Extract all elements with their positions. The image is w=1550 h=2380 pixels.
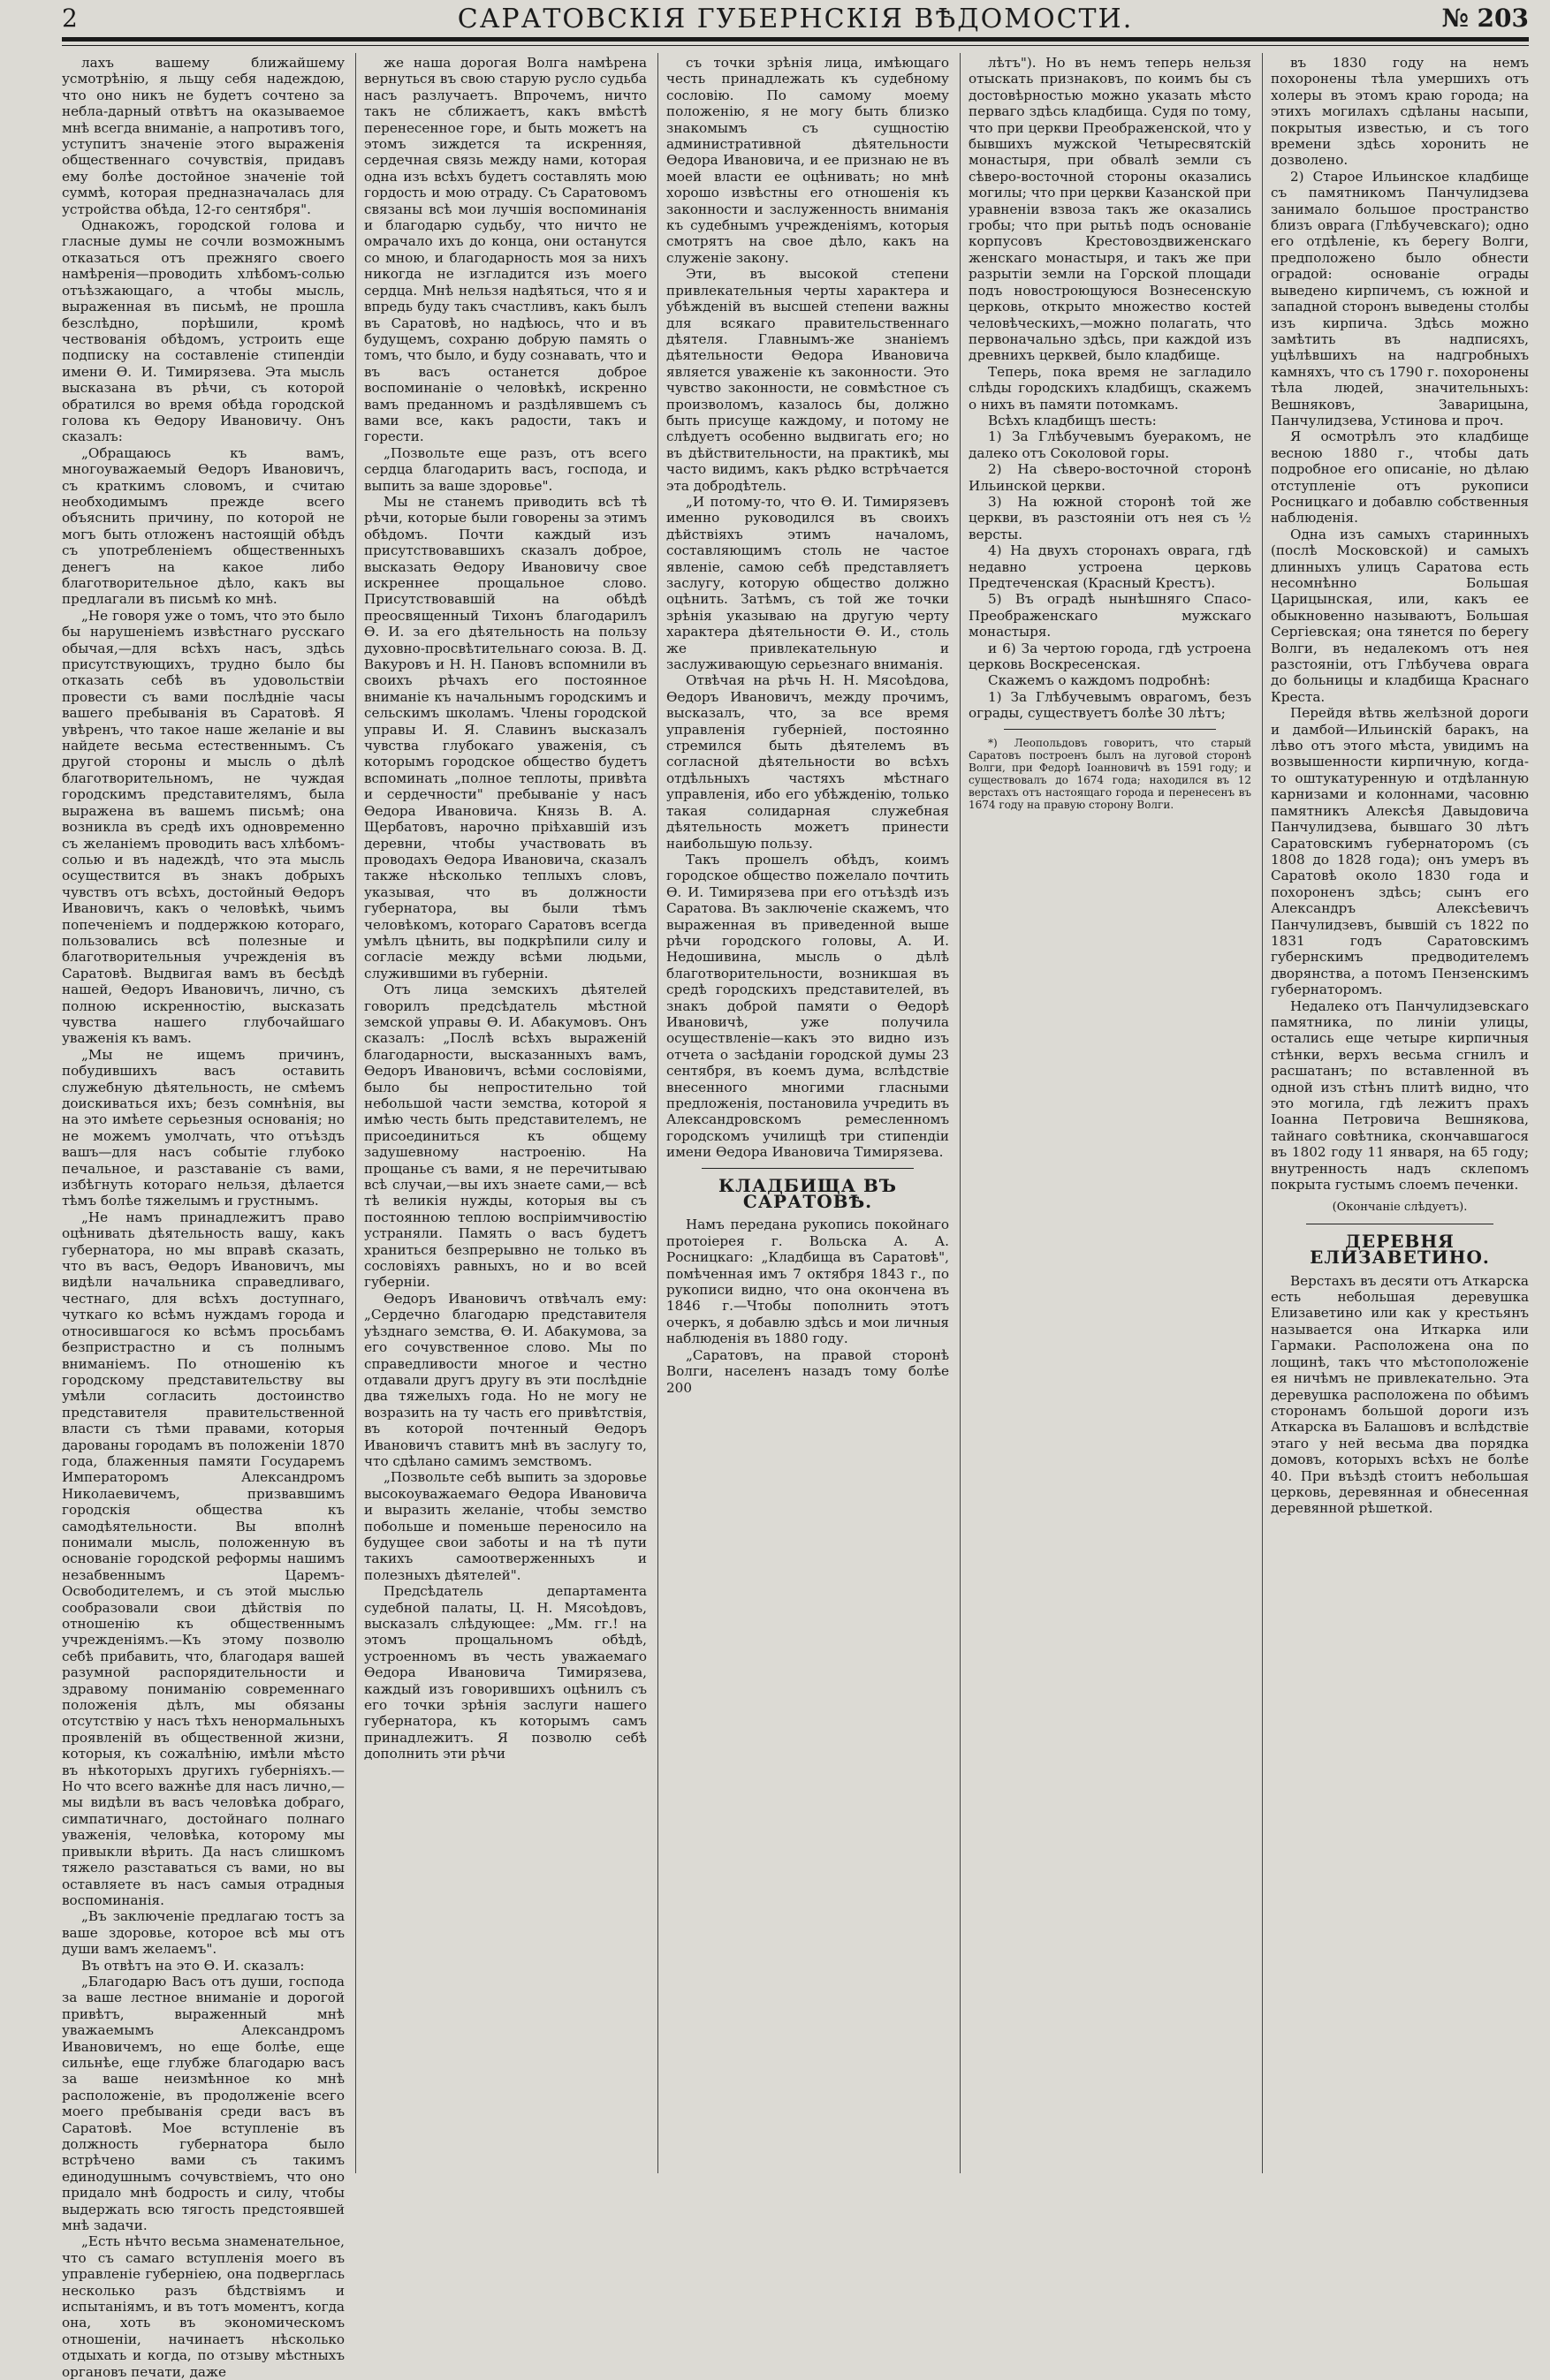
column-divider — [355, 53, 356, 2173]
newspaper-title: САРАТОВСКІЯ ГУБЕРНСКІЯ ВѢДОМОСТИ. — [457, 4, 1134, 34]
paragraph: Скажемъ о каждомъ подробнѣ: — [988, 672, 1211, 689]
paragraph: Перейдя вѣтвь желѣзной дороги и дамбой—Ильинскій баракъ, на лѣво отъ этого мѣста, увидимъ на возвышенности кирпичную, когда-то оштукатуренную и отдѣланную карнизами и колоннами, часовню памятникъ Алексѣя Давыдовича Панчулидзева, бывшаго 30 лѣтъ Саратовскимъ губернаторомъ (съ 1808 до 1828 года); онъ умеръ въ Саратовѣ около 1830 года и похороненъ здѣсь; сынъ его Александръ Алексѣевичъ Панчулидзевъ, бывшій съ 1822 по 1831 годъ Саратовскимъ губернскимъ предводителемъ дворянства, а потомъ Пензенскимъ губернаторомъ. — [1271, 705, 1529, 998]
column-divider — [1262, 53, 1263, 2173]
column-1 — [62, 55, 345, 2380]
paragraph: Эти, въ высокой степени привлекательныя черты характера и убѣжденій въ высшей степени важны для всякаго правительственнаго дѣятеля. Главнымъ-же знаніемъ дѣятельности Ѳедора Ивановича является уваженіе къ законности. Это чувство законности, не совмѣстное съ произволомъ, казалось бы, должно быть присуще каждому, и потому не слѣдуетъ особенно выдвигать его; но въ дѣйствительности, на практикѣ, мы часто видимъ, какъ рѣдко встрѣчается эта добродѣтель. — [666, 266, 949, 494]
paragraph: 5) Въ оградѣ нынѣшняго Спасо-Преображенскаго мужскаго монастыря. — [969, 591, 1251, 640]
paragraph: „Саратовъ, на правой сторонѣ Волги, населенъ назадъ тому болѣе 200 — [666, 1346, 949, 1396]
paragraph: Верстахъ въ десяти отъ Аткарска есть небольшая деревушка Елизаветино или как у крестьянъ называется она Иткарка или Гармаки. Расположена она по лощинѣ, такъ что мѣстоположеніе ея ничѣмъ не привлекательно. Эта деревушка расположена по обѣимъ сторонамъ большой дороги изъ Аткарска въ Балашовъ и вслѣдствіе этаго у ней весьма два порядка домовъ, которыхъ всѣхъ не болѣе 40. При въѣздѣ стоитъ небольшая церковь, деревянная и обнесенная деревянной рѣшеткой. — [1271, 1272, 1529, 1517]
paragraph: Я осмотрѣлъ это кладбище весною 1880 г., чтобы дать подробное его описаніе, но дѣлаю отступленіе отъ рукописи Росницкаго и добавлю собственныя наблюденія. — [1271, 428, 1529, 527]
paragraph: *) Леопольдовъ говоритъ, что старый Саратовъ построенъ былъ на луговой сторонѣ Волги, при Федорѣ Іоанновичѣ въ 1591 году; и существовалъ до 1674 года; находился въ 12 верстахъ отъ настоящаго города и перенесенъ въ 1674 году на правую сторону Волги. — [969, 736, 1251, 811]
column-divider — [960, 53, 961, 2173]
paragraph: „Благодарю Васъ отъ души, господа за ваше лестное вниманіе и дорогой привѣтъ, выраженный мнѣ уважаемымъ Александромъ Ивановичемъ, но еще болѣе, еще сильнѣе, еще глубже благодарю васъ за ваше неизмѣнное ко мнѣ расположеніе, въ продолженіе всего моего пребыванія среди васъ въ Саратовѣ. Мое вступленіе въ должность губернатора было встрѣчено вами съ такимъ единодушнымъ сочувствіемъ, что оно придало мнѣ бодрость и силу, чтобы выдержать всю тягость предстоявшей мнѣ задачи. — [62, 1973, 345, 2234]
paragraph: Мы не станемъ приводить всѣ тѣ рѣчи, которые были говорены за этимъ обѣдомъ. Почти каждый изъ присутствовавшихъ сказалъ доброе, высказать Ѳедору Ивановичу свое искреннее прощальное слово. Присутствовавшій на обѣдѣ преосвященный Тихонъ благодарилъ Ѳ. И. за его дѣятельность на пользу духовно-просвѣтительнаго союза. В. Д. Вакуровъ и Н. Н. Пановъ вспомнили въ своихъ рѣчахъ его постоянное вниманіе къ начальнымъ городскимъ и сельскимъ школамъ. Члены городской управы И. Я. Славинъ высказалъ чувства глубокаго уваженія, съ которымъ городское общество будетъ вспоминать „полное теплоты, привѣта и сердечности" пребываніе у насъ Ѳедора Ивановича. Князь В. А. Щербатовъ, нарочно пріѣхавшій изъ деревни, чтобы участвовать въ проводахъ Ѳедора Ивановича, сказалъ также нѣсколько теплыхъ словъ, указывая, что въ должности губернатора, вы были тѣмъ человѣкомъ, котораго Саратовъ всегда умѣлъ цѣнить, вы подкрѣпили силу и согласіе между всѣми людьми, служившими въ губерніи. — [364, 493, 647, 982]
section-rule — [702, 1168, 914, 1169]
paragraph: „Мы не ищемъ причинъ, побудившихъ васъ оставить служебную дѣятельность, не смѣемъ доискиваться ихъ; безъ сомнѣнія, вы на это имѣете серьезныя основанія; но не можемъ умолчать, что отъѣздъ вашъ—для насъ событіе глубоко печальное, и разставаніе съ вами, избѣгнуть котораго нельзя, дѣлается тѣмъ болѣе тяжелымъ и грустнымъ. — [62, 1046, 345, 1209]
paragraph: Такъ прошелъ обѣдъ, коимъ городское общество пожелало почтить Ѳ. И. Тимирязева при его отъѣздѣ изъ Саратова. Въ заключеніе скажемъ, что выраженная въ приведенной выше рѣчи городского головы, А. И. Недошивина, мысль о дѣлѣ благотворительности, возникшая въ средѣ городскихъ представителей, въ знакъ доброй памяти о Ѳедорѣ Ивановичѣ, уже получила осуществленіе—какъ это видно изъ отчета о засѣданіи городской думы 23 сентября, въ коемъ дума, вслѣдствіе внесенного многими гласными предложенія, постановила учредить въ Александровскомъ ремесленномъ городскомъ училищѣ три стипендіи имени Ѳедора Ивановича Тимирязева. — [666, 851, 949, 1161]
paragraph: Отвѣчая на рѣчь Н. Н. Мясоѣдова, Ѳедоръ Ивановичъ, между прочимъ, высказалъ, что, за все время управленія губерніей, постоянно стремился быть дѣятелемъ въ согласной дѣятельности во всѣхъ отдѣльныхъ частяхъ мѣстнаго управленія, ибо его убѣжденію, только такая солидарная служебная дѣятельность можетъ принести наибольшую пользу. — [666, 672, 949, 852]
paragraph: Всѣхъ кладбищъ шесть: — [988, 412, 1157, 428]
paragraph: 2) На сѣверо-восточной сторонѣ Ильинской церкви. — [969, 461, 1251, 494]
section-heading: ДЕРЕВНЯ ЕЛИЗАВЕТИНО. — [1310, 1230, 1490, 1269]
paragraph: 1) За Глѣбучевымъ оврагомъ, безъ ограды, существуетъ болѣе 30 лѣтъ; — [969, 688, 1251, 722]
paragraph: 3) На южной сторонѣ той же церкви, въ разстояніи отъ нея съ ½ версты. — [969, 493, 1251, 542]
paragraph: „Обращаюсь къ вамъ, многоуважаемый Ѳедоръ Ивановичъ, съ краткимъ словомъ, и считаю необходимымъ прежде всего объяснить причину, по которой не могъ быть отложенъ настоящій обѣдъ съ употребленіемъ общественныхъ денегъ на какое либо благотворительное дѣло, какъ вы предлагали въ письмѣ ко мнѣ. — [62, 444, 345, 608]
paragraph: лахъ вашему ближайшему усмотрѣнію, я льщу себя надеждою, что оно никъ не будетъ сочтено за небла-дарный отвѣтъ на оказываемое мнѣ всегда вниманіе, а напротивъ того, уступитъ значеніе этого выраженія общественнаго сочувствія, придавъ ему болѣе достойное значеніе той суммѣ, которая предназначалась для устройства обѣда, 12-го сентября". — [62, 55, 345, 217]
paragraph: „Въ заключеніе предлагаю тостъ за ваше здоровье, которое всѣ мы отъ души вамъ желаемъ". — [62, 1908, 345, 1958]
paragraph: 2) Старое Ильинское кладбище съ памятникомъ Панчулидзева занимало большое пространство близъ оврага (Глѣбучевскаго); одно его отдѣленіе, къ берегу Волги, предположено было обнести оградой: основаніе ограды выведено кирпичемъ, съ южной и западной сторонъ выведены столбы изъ кирпича. Здѣсь можно замѣтить въ надписяхъ, уцѣлѣвшихъ на надгробныхъ камняхъ, что съ 1790 г. похоронены тѣла людей, значительныхъ: Вешняковъ, Заварицына, Панчулидзева, Устинова и проч. — [1271, 168, 1529, 428]
paragraph: „Позвольте еще разъ, отъ всего сердца благодарить васъ, господа, и выпить за ваше здоровье". — [364, 444, 647, 494]
paragraph: Однакожъ, городской голова и гласные думы не сочли возможнымъ отказаться отъ прежняго своего намѣренія—проводить хлѣбомъ-солью отъѣзжающаго, а чтобы мысль, выраженная въ письмѣ, не прошла безслѣдно, порѣшили, кромѣ чествованія обѣдомъ, устроить еще подписку на составленіе стипендіи имени Ѳ. И. Тимирязева. Эта мысль высказана въ рѣчи, съ которой обратился во время обѣда городской голова къ Ѳедору Ивановичу. Онъ сказалъ: — [62, 217, 345, 445]
paragraph: Намъ передана рукопись покойнаго протоіерея г. Вольска А. А. Росницкаго: „Кладбища въ Саратовѣ", помѣченная имъ 7 октября 1843 г., по рукописи видно, что она окончена въ 1846 г.—Чтобы пополнить этотъ очеркъ, я добавлю здѣсь и мои личныя наблюденія въ 1880 году. — [666, 1217, 949, 1347]
paragraph: въ 1830 году на немъ похоронены тѣла умершихъ отъ холеры въ этомъ краю города; на этихъ могилахъ сдѣланы насыпи, покрытыя известью, и съ того времени здѣсь хоронить не дозволено. — [1271, 55, 1529, 169]
continued-note: (Окончаніе слѣдуетъ). — [1332, 1201, 1468, 1215]
paragraph: Теперь, пока время не загладило слѣды городскихъ кладбищъ, скажемъ о нихъ въ памяти потомкамъ. — [969, 363, 1251, 413]
header-rule-thin — [62, 45, 1529, 46]
column-3 — [666, 55, 949, 2171]
column-5 — [1271, 55, 1529, 2171]
paragraph: „Позвольте себѣ выпить за здоровье высокоуважаемаго Ѳедора Ивановича и выразить желаніе, чтобы земство побольше и поменьше переносило на будущее свои заботы и на тѣ пути такихъ самоотверженныхъ и полезныхъ дѣятелей". — [364, 1469, 647, 1583]
column-divider — [657, 53, 658, 2173]
paragraph: Ѳедоръ Ивановичъ отвѣчалъ ему: „Сердечно благодарю представителя уѣзднаго земства, Ѳ. И. Абакумова, за его сочувственное слово. Мы по справедливости многое и честно отдавали другъ другу въ эти послѣдніе два тяжелыхъ года. Но не могу не возразить на ту часть его привѣтствія, въ которой почтенный Ѳедоръ Ивановичъ ставитъ мнѣ въ заслугу то, что сдѣлано самимъ земствомъ. — [364, 1290, 647, 1469]
section-heading: КЛАДБИЩА ВЪ САРАТОВѢ. — [718, 1174, 898, 1213]
paragraph: „Не намъ принадлежитъ право оцѣнивать дѣятельность вашу, какъ губернатора, но мы вправѣ сказать, что въ васъ, Ѳедоръ Ивановичъ, мы видѣли начальника справедливаго, честнаго, для всѣхъ доступнаго, чуткаго ко всѣмъ нуждамъ города и относившагося ко всѣмъ просьбамъ безпристрастно и съ полнымъ вниманіемъ. По отношенію къ городскому представительству вы умѣли согласить достоинство представителя правительственной власти съ тѣми правами, которыя дарованы городамъ въ положеніи 1870 года, блаженныя памяти Государемъ Императоромъ Александромъ Николаевичемъ, призвавшимъ городскія общества къ самодѣятельности. Вы вполнѣ понимали мысль, положенную въ основаніе городской реформы нашимъ незабвеннымъ Царемъ-Освободителемъ, и съ этой мыслью сообразовали свои дѣйствія по отношенію къ общественнымъ учрежденіямъ.—Къ этому позволю себѣ прибавить, что, благодаря вашей разумной распорядительности и здравому пониманію современнаго положенія дѣлъ, мы обязаны отсутствію у насъ тѣхъ ненормальныхъ проявленій въ общественной жизни, которыя, къ сожалѣнію, имѣли мѣсто въ нѣкоторыхъ другихъ губерніяхъ.—Но что всего важнѣе для насъ лично,—мы видѣли въ васъ человѣка добраго, симпатичнаго, достойнаго полнаго уваженія, человѣка, которому мы привыкли вѣрить. Да насъ слишкомъ тяжело разставаться съ вами, но вы оставляете въ насъ самыя отрадныя воспоминанія. — [62, 1209, 345, 1908]
issue-number: № 203 — [1441, 4, 1529, 33]
paragraph: лѣтъ"). Но въ немъ теперь нельзя отыскать признаковъ, по коимъ бы съ достовѣрностью можно указать мѣсто перваго здѣсь кладбища. Судя по тому, что при церкви Преображенской, что у бывшихъ мужской Четыресвятскій монастыря, при обвалѣ земли съ сѣверо-восточной стороны оказались могилы; что при церкви Казанской при уравненіи взвоза такъ же оказались гробы; что при рытьѣ подъ основаніе корпусовъ Крестовоздвиженскаго женскаго монастыря, и такъ же при разрытіи земли на Горской площади подъ новостроющуюся Вознесенскую церковь, открыто множество костей человѣческихъ,—можно полагать, что первоначально здѣсь, при каждой изъ древнихъ церквей, было кладбище. — [969, 55, 1251, 364]
header-rule-thick — [62, 37, 1529, 42]
paragraph: Въ отвѣтъ на это Ѳ. И. сказалъ: — [81, 1957, 305, 1974]
paragraph: 4) На двухъ сторонахъ оврага, гдѣ недавно устроена церковь Предтеченская (Красный Крестъ). — [969, 542, 1251, 591]
paragraph: „Не говоря уже о томъ, что это было бы нарушеніемъ извѣстнаго русскаго обычая,—для всѣхъ насъ, здѣсь присутствующихъ, трудно было бы отказать себѣ въ удовольствіи провести съ вами послѣдніе часы вашего пребыванія въ Саратовѣ. Я увѣренъ, что такое наше желаніе и вы найдете весьма естественнымъ. Съ другой стороны и мысль о дѣлѣ благотворительномъ, не чуждая городскимъ представителямъ, была выражена въ вашемъ письмѣ; она возникла въ средѣ ихъ одновременно съ желаніемъ проводить васъ хлѣбомъ-солью и въ надеждѣ, что эта мысль осуществится въ знакъ добрыхъ чувствъ отъ всѣхъ, достойный Ѳедоръ Ивановичъ, какъ о человѣкѣ, чьимъ попеченіемъ и поддержкою котораго, пользовались всѣ полезные и благотворительныя учрежденія въ Саратовѣ. Выдвигая вамъ въ бесѣдѣ нашей, Ѳедоръ Ивановичъ, лично, съ полною искренностію, высказать чувства нашего глубочайшаго уваженія къ вамъ. — [62, 607, 345, 1047]
paragraph: съ точки зрѣнія лица, имѣющаго честь принадлежать къ судебному сословію. По самому моему положенію, я не могу быть близко знакомымъ съ сущностію административной дѣятельности Ѳедора Ивановича, и ее признаю не въ моей власти ее оцѣнивать; но мнѣ хорошо извѣстны его отношенія къ законности и заслуженность вниманія къ судебнымъ учрежденіямъ, которыя смотрятъ на свое дѣло, какъ на служеніе закону. — [666, 55, 949, 266]
paragraph: Недалеко отъ Панчулидзевскаго памятника, по линіи улицы, остались еще четыре кирпичныя стѣнки, верхъ весьма сгнилъ и расшатанъ; по вставленной въ одной изъ стѣнъ плитѣ видно, что это могила, гдѣ лежитъ прахъ Іоанна Петровича Вешнякова, тайнаго совѣтника, скончавшагося въ 1802 году 11 января, на 65 году; внутренность надъ склепомъ покрыта густымъ слоемъ печенки. — [1271, 997, 1529, 1194]
paragraph: Одна изъ самыхъ старинныхъ (послѣ Московской) и самыхъ длинныхъ улицъ Саратова есть несомнѣнно Большая Царицынская, или, какъ ее обыкновенно называютъ, Большая Сергіевская; она тянется по берегу Волги, въ недалекомъ отъ нея разстояніи, отъ Глѣбучева оврага до больницы и кладбища Краснаго Креста. — [1271, 526, 1529, 705]
column-2 — [364, 55, 647, 2171]
paragraph: 1) За Глѣбучевымъ буеракомъ, не далеко отъ Соколовой горы. — [969, 428, 1251, 461]
footnote-rule — [1004, 729, 1216, 730]
page-header — [62, 4, 1529, 32]
paragraph: Предсѣдатель департамента судебной палаты, Ц. Н. Мясоѣдовъ, высказалъ слѣдующее: „Мм. гг.! на этомъ прощальномъ обѣдѣ, устроенномъ въ честь уважаемаго Ѳедора Ивановича Тимирязева, каждый изъ говорившихъ оцѣнилъ съ его точки зрѣнія заслуги нашего губернатора, къ которымъ самъ принадлежитъ. Я позволю себѣ дополнить эти рѣчи — [364, 1583, 647, 1762]
paragraph: Отъ лица земскихъ дѣятелей говорилъ предсѣдатель мѣстной земской управы Ѳ. И. Абакумовъ. Онъ сказалъ: „Послѣ всѣхъ выраженій благодарности, высказанныхъ вамъ, Ѳедоръ Ивановичъ, всѣми сословіями, было бы непростительно той небольшой части земства, которой я имѣю честь быть представителемъ, не присоединиться къ общему задушевному настроенію. На прощанье съ вами, я не перечитываю всѣ случаи,—вы ихъ знаете сами,— всѣ тѣ великія нужды, которыя вы съ постоянною теплою воспріимчивостію устраняли. Память о васъ будетъ храниться безпрерывно не только въ сословіяхъ равныхъ, но и во всей губерніи. — [364, 982, 647, 1291]
column-4 — [969, 55, 1251, 2171]
paragraph: „Есть нѣчто весьма знаменательное, что съ самаго вступленія моего въ управленіе губерніею, она подверглась несколько разъ бѣдствіямъ и испытаніямъ, и въ тотъ моментъ, когда она, хоть въ экономическомъ отношеніи, начинаетъ нѣсколько отдыхать и когда, по отзыву мѣстныхъ органовъ печати, даже — [62, 2233, 345, 2380]
paragraph: же наша дорогая Волга намѣрена вернуться въ свою старую русло судьба насъ разлучаетъ. Впрочемъ, ничто такъ не сближаетъ, какъ вмѣстѣ перенесенное горе, и быть можетъ на этомъ зиждется та искренняя, сердечная связь между нами, которая одна изъ всѣхъ будетъ составлять мою гордость и мою отраду. Съ Саратовомъ связаны всѣ мои лучшія воспоминанія и благодарю судьбу, что ничто не омрачало ихъ до конца, они останутся со мною, и благодарность моя за нихъ никогда не изгладится изъ моего сердца. Мнѣ нельзя надѣяться, что я и впредь буду такъ счастливъ, какъ былъ въ Саратовѣ, но надѣюсь, что и въ будущемъ, сохраню добрую память о томъ, что было, и буду сознавать, что и въ васъ останется доброе воспоминаніе о человѣкѣ, искренно вамъ преданномъ и раздѣлявшемъ съ вами все, какъ радости, такъ и горести. — [364, 55, 647, 445]
paragraph: и 6) За чертою города, гдѣ устроена церковь Воскресенская. — [969, 640, 1251, 673]
page-number: 2 — [62, 4, 78, 33]
paragraph: „И потому-то, что Ѳ. И. Тимирязевъ именно руководился въ своихъ дѣйствіяхъ этимъ началомъ, составляющимъ столь не частое явленіе, самою себѣ представляетъ заслугу, которую общество должно оцѣнить. Затѣмъ, съ той же точки зрѣнія указываю на другую черту характера дѣятельности Ѳ. И., столь же привлекательную и заслуживающую серьезнаго вниманія. — [666, 493, 949, 673]
